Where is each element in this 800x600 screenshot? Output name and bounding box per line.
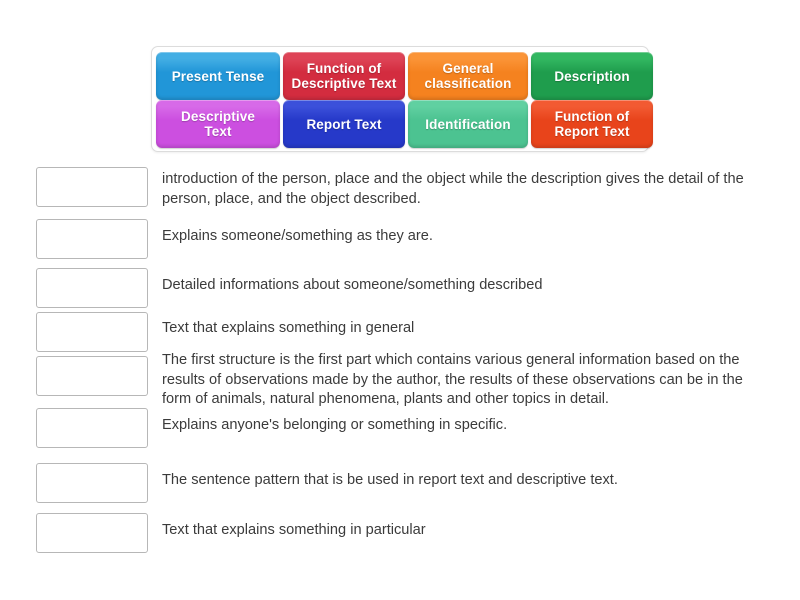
answer-row (0, 501, 800, 549)
dropzone-3[interactable] (36, 268, 148, 308)
answer-text-6: Explains anyone's belonging or something in specific. (162, 417, 508, 433)
answer-row (0, 304, 800, 347)
draggable-tile-tray (151, 46, 649, 152)
tile-label: Description (554, 68, 630, 84)
tile-identification[interactable] (408, 100, 528, 148)
tile-general-classification[interactable] (408, 52, 528, 100)
tile-label: Present Tense (171, 68, 265, 84)
tile-descriptive-text[interactable] (156, 100, 280, 148)
answer-list (0, 160, 800, 549)
tile-row-2 (156, 100, 644, 148)
answer-text-2: Explains someone/something as they are. (162, 228, 433, 244)
tile-description[interactable] (531, 52, 653, 100)
answer-row (0, 160, 800, 208)
dropzone-7[interactable] (36, 463, 148, 503)
dropzone-4[interactable] (36, 312, 148, 352)
answer-row (0, 208, 800, 256)
tile-function-of-report-text[interactable] (531, 100, 653, 148)
tile-label: Function of Descriptive Text (291, 61, 397, 91)
answer-text-8: Text that explains something in particular (162, 522, 426, 538)
dropzone-1[interactable] (36, 167, 148, 207)
answer-text-4: Text that explains something in general (162, 320, 415, 336)
answer-row (0, 347, 800, 405)
tile-label: Function of Report Text (554, 109, 630, 139)
answer-row (0, 256, 800, 304)
dropzone-2[interactable] (36, 219, 148, 259)
answer-row (0, 453, 800, 501)
tile-label: Descriptive Text (181, 109, 255, 139)
tile-function-of-descriptive-text[interactable] (283, 52, 405, 100)
dropzone-8[interactable] (36, 513, 148, 553)
dropzone-6[interactable] (36, 408, 148, 448)
answer-text-7: The sentence pattern that is be used in report text and descriptive text. (162, 472, 618, 488)
tile-present-tense[interactable] (156, 52, 280, 100)
tile-label: General classification (424, 61, 512, 91)
tile-row-1 (156, 52, 644, 100)
answer-row (0, 405, 800, 453)
dropzone-5[interactable] (36, 356, 148, 396)
tile-label: Report Text (306, 116, 382, 132)
answer-text-5: The first structure is the first part which contains various general information based on the results of observations made by the author, the results of these observations can be in the form of animals, natural phenomena, plants and other topics in detail. (162, 352, 743, 407)
tile-report-text[interactable] (283, 100, 405, 148)
answer-text-3: Detailed informations about someone/something described (162, 277, 543, 293)
answer-text-1: introduction of the person, place and the object while the description gives the detail of the person, place, and the object described. (162, 171, 744, 207)
tile-label: Identification (425, 116, 511, 132)
